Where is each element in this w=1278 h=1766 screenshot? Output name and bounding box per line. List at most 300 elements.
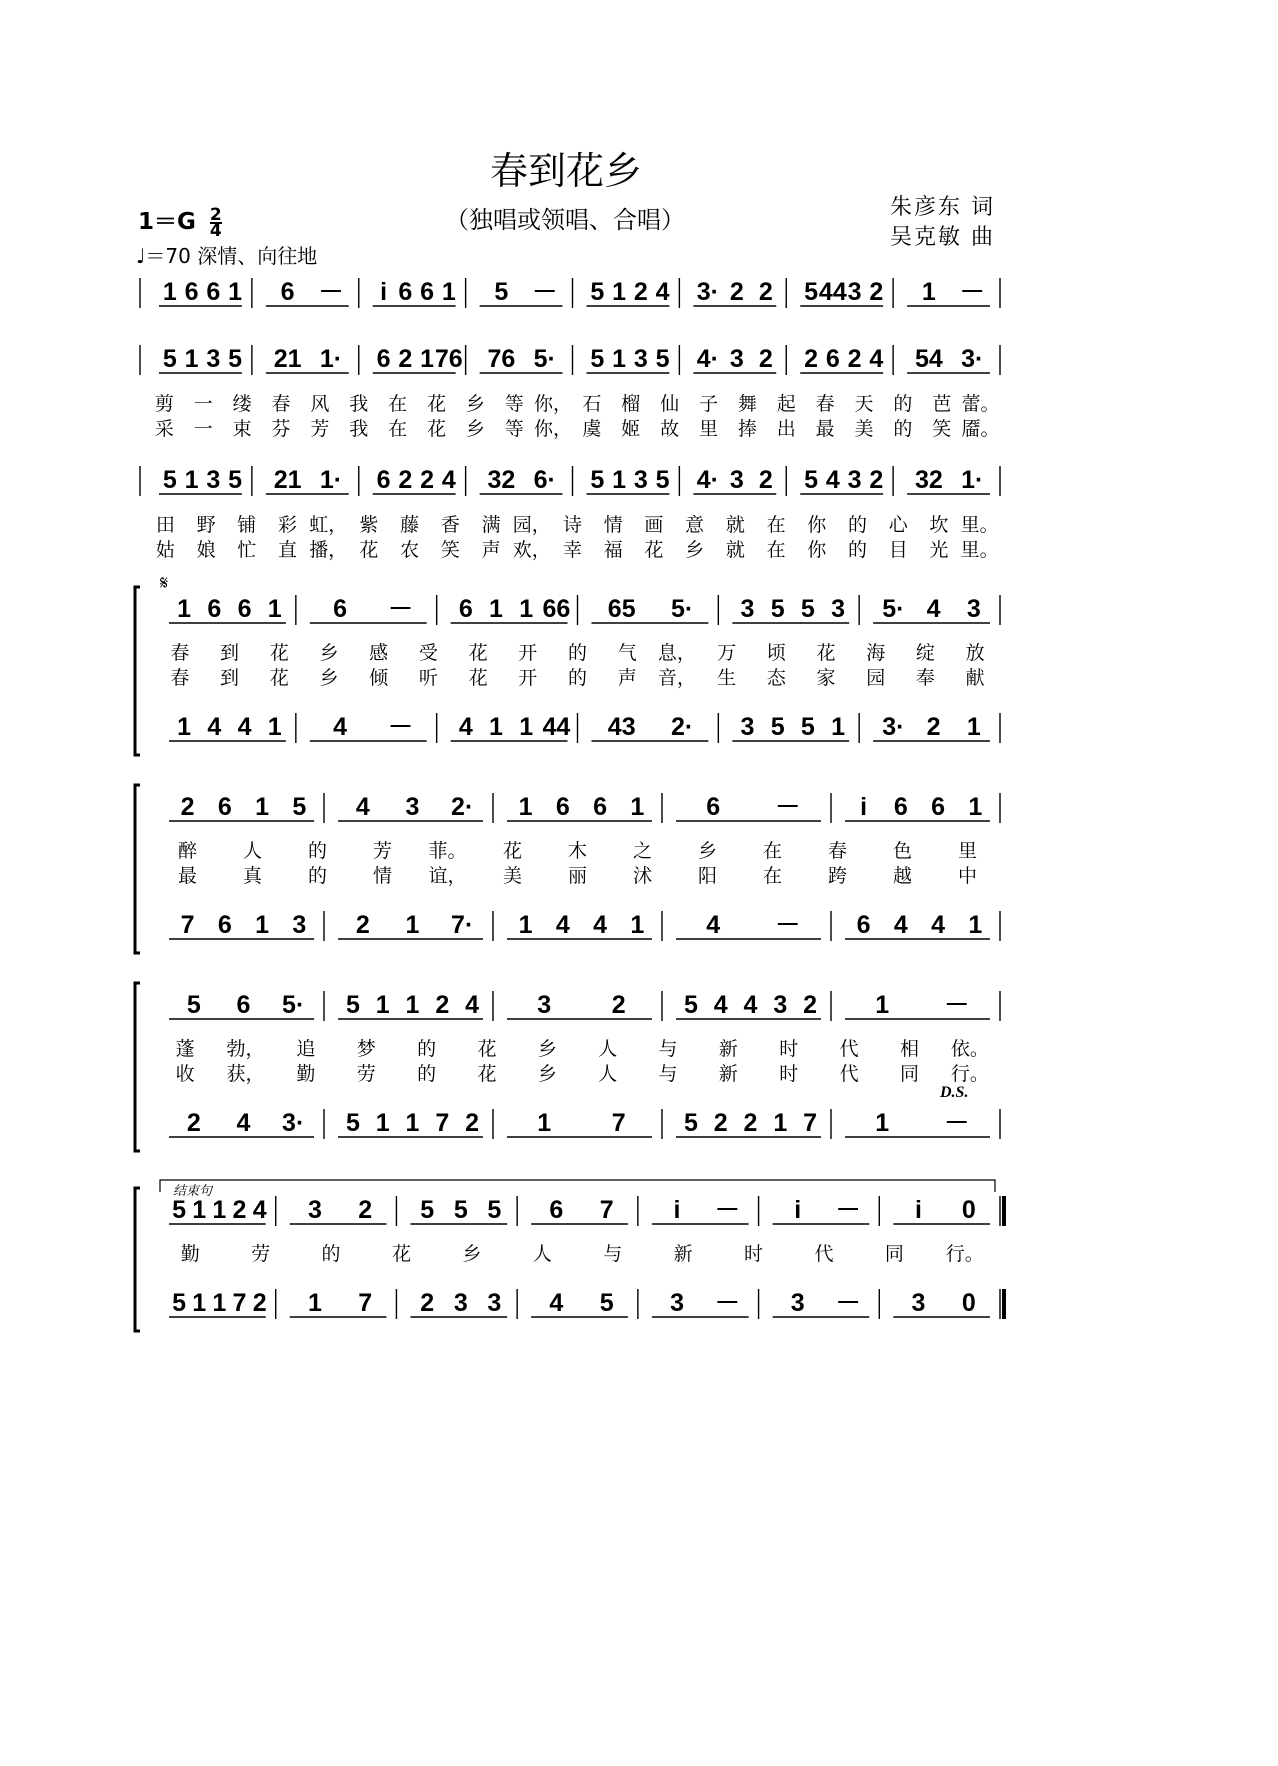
- soprano-note: 2: [232, 1196, 247, 1224]
- alto-note: 43: [607, 713, 636, 741]
- soprano-note: 5: [420, 1196, 435, 1224]
- alto-note: 3: [453, 1289, 468, 1317]
- alto-note: 1: [773, 1109, 788, 1137]
- melody-note: 1: [612, 278, 627, 306]
- soprano-note: 6: [931, 793, 946, 821]
- soprano-note: 6: [458, 595, 473, 623]
- melody-note: 1·: [319, 345, 343, 373]
- lyric-char: 放: [965, 642, 985, 664]
- lyric-char: 音，: [657, 667, 696, 689]
- lyric-char: 的: [567, 667, 588, 689]
- melody-note: i: [380, 278, 388, 306]
- lyric-char: 石: [582, 393, 602, 415]
- lyric-char: 丽: [567, 865, 588, 887]
- lyric-char: 乡: [685, 539, 705, 561]
- lyric-char: 代: [814, 1243, 834, 1265]
- melody-note: 6: [376, 345, 391, 373]
- melody-note: 3: [847, 466, 862, 494]
- soprano-note: 7: [599, 1196, 614, 1224]
- melody-note: 6·: [533, 466, 556, 494]
- soprano-note: 6: [706, 793, 721, 821]
- alto-note: 5: [172, 1289, 187, 1317]
- soprano-note: 2: [358, 1196, 373, 1224]
- lyric-char: 的: [417, 1063, 437, 1085]
- lyric-char: 在: [388, 418, 408, 440]
- soprano-note: 2·: [451, 793, 474, 821]
- lyric-char: 态: [766, 667, 786, 689]
- ending-label: 结束句: [173, 1184, 213, 1199]
- lyric-char: 人: [598, 1063, 618, 1085]
- alto-note: －: [714, 1289, 740, 1317]
- alto-note: 7·: [451, 911, 474, 939]
- soprano-note: 6: [237, 595, 252, 623]
- lyric-char: 我: [349, 418, 369, 440]
- soprano-note: 1: [489, 595, 503, 623]
- alto-note: 5: [345, 1109, 360, 1137]
- soprano-note: 1: [267, 595, 282, 623]
- melody-note: 2: [758, 345, 773, 373]
- time-sig-top: 2: [209, 204, 222, 225]
- melody-note: 1·: [961, 466, 984, 494]
- lyric-char: 花: [477, 1063, 497, 1085]
- melody-note: 6: [206, 278, 221, 306]
- melody-note: 5: [228, 466, 242, 494]
- melody-note: 1: [441, 278, 456, 306]
- melody-note: 1: [612, 345, 627, 373]
- alto-note: 2: [355, 911, 370, 939]
- soprano-note: 3: [307, 1196, 322, 1224]
- melody-note: 6: [398, 278, 413, 306]
- lyric-char: 木: [567, 840, 588, 862]
- lyric-char: 声: [617, 667, 637, 689]
- alto-note: 1: [212, 1289, 227, 1317]
- melody-note: 2: [729, 278, 744, 306]
- soprano-note: 5·: [282, 991, 305, 1019]
- melody-note: 3: [633, 466, 648, 494]
- alto-note: 4: [555, 911, 570, 939]
- alto-note: 5: [800, 713, 815, 741]
- lyric-char: 情: [603, 514, 623, 536]
- melody-note: 2: [398, 345, 413, 373]
- lyric-char: 谊，: [428, 865, 467, 887]
- soprano-note: －: [944, 991, 970, 1019]
- lyric-char: 福: [603, 539, 623, 561]
- alto-note: 1: [307, 1289, 322, 1317]
- lyric-char: 榴: [621, 393, 641, 415]
- soprano-note: 0: [961, 1196, 976, 1224]
- melody-note: 4: [441, 466, 456, 494]
- lyric-char: 直: [277, 539, 298, 561]
- lyric-char: 中: [957, 865, 978, 887]
- lyric-char: 开: [518, 667, 538, 689]
- lyric-char: 光: [929, 539, 949, 561]
- lyric-char: 的: [307, 865, 328, 887]
- lyric-char: 的: [567, 642, 588, 664]
- lyric-char: 农: [400, 539, 420, 561]
- melody-note: 5: [590, 278, 605, 306]
- lyric-char: 满: [481, 514, 501, 536]
- alto-note: 3: [670, 1289, 684, 1317]
- alto-note: 1: [519, 713, 534, 741]
- lyric-char: 乡: [319, 642, 339, 664]
- lyric-char: 在: [762, 865, 783, 887]
- system-bracket: [135, 983, 140, 1151]
- lyric-char: 新: [718, 1038, 738, 1060]
- lyric-char: 里。: [960, 539, 999, 561]
- lyric-char: 一: [193, 418, 213, 440]
- alto-note: 7: [803, 1109, 818, 1137]
- lyric-char: 靥。: [961, 418, 1000, 440]
- alto-note: 7: [180, 911, 195, 939]
- lyric-char: 剪: [154, 393, 174, 415]
- melody-note: 5: [804, 466, 819, 494]
- alto-note: 5: [683, 1109, 698, 1137]
- key-text: 1＝G: [138, 209, 196, 235]
- melody-note: 5: [228, 345, 242, 373]
- lyric-char: 家: [816, 667, 836, 689]
- melody-note: －: [959, 278, 985, 306]
- lyric-char: 春: [815, 393, 835, 415]
- melody-note: 2: [758, 278, 773, 306]
- lyric-char: 乡: [697, 840, 718, 862]
- soprano-note: 3: [773, 991, 788, 1019]
- lyric-char: 乡: [319, 667, 339, 689]
- alto-note: 1: [537, 1109, 552, 1137]
- song-title: 春到花乡: [490, 149, 643, 193]
- lyric-char: 献: [965, 667, 985, 689]
- melody-note: 21: [273, 466, 302, 494]
- alto-note: 1: [405, 911, 420, 939]
- lyric-char: 万: [717, 642, 737, 664]
- lyric-char: 色: [892, 840, 913, 862]
- alto-note: －: [387, 713, 413, 741]
- soprano-note: 2: [435, 991, 450, 1019]
- lyric-char: 捧: [737, 418, 757, 440]
- tempo-marking: ♩＝70 深情、向往地: [136, 244, 318, 268]
- melody-note: 6: [184, 278, 199, 306]
- melody-note: 2: [869, 278, 884, 306]
- lyric-char: 画: [644, 514, 664, 536]
- melody-note: 3: [847, 278, 862, 306]
- lyric-char: 的: [847, 539, 868, 561]
- lyric-char: 追: [296, 1038, 316, 1060]
- melody-note: 2: [847, 345, 862, 373]
- lyric-char: 听: [418, 667, 438, 689]
- melody-note: 2: [398, 466, 413, 494]
- alto-note: 5: [599, 1289, 614, 1317]
- lyric-char: 乡: [462, 1243, 482, 1265]
- alto-note: 2: [743, 1109, 758, 1137]
- lyric-char: 息，: [657, 642, 696, 664]
- soprano-note: 6: [236, 991, 251, 1019]
- melody-note: 44: [818, 278, 847, 306]
- alto-note: 6: [856, 911, 871, 939]
- lyric-char: 你，: [534, 418, 573, 440]
- lyric-char: 奉: [915, 667, 935, 689]
- melody-note: 4·: [696, 345, 719, 373]
- soprano-note: 3: [966, 595, 981, 623]
- lyric-char: 相: [899, 1038, 919, 1060]
- melody-note: 21: [273, 345, 302, 373]
- alto-note: 2: [252, 1289, 267, 1317]
- melody-note: 3: [206, 345, 221, 373]
- system-bracket: [135, 785, 140, 953]
- lyric-char: 子: [699, 393, 719, 415]
- alto-note: 3·: [282, 1109, 305, 1137]
- soprano-note: 5: [487, 1196, 502, 1224]
- lyric-char: 依。: [950, 1038, 989, 1060]
- soprano-note: 5: [453, 1196, 468, 1224]
- alto-note: 4: [931, 911, 946, 939]
- lyric-char: 播，: [309, 539, 348, 561]
- lyric-char: 劳: [251, 1243, 271, 1265]
- alto-note: 4: [333, 713, 347, 741]
- soprano-note: 2: [180, 793, 195, 821]
- lyric-char: 花: [468, 667, 488, 689]
- lyric-char: 欢，: [512, 539, 551, 561]
- lyric-char: 芳: [310, 418, 330, 440]
- alto-note: 7: [232, 1289, 247, 1317]
- lyric-char: 等: [504, 393, 524, 415]
- melody-note: 4·: [696, 466, 719, 494]
- alto-note: 1: [630, 911, 645, 939]
- lyric-char: 花: [359, 539, 379, 561]
- melody-note: 1: [612, 466, 627, 494]
- soprano-note: 3: [537, 991, 552, 1019]
- lyric-char: 的: [417, 1038, 437, 1060]
- lyric-char: 一: [193, 393, 213, 415]
- alto-note: 4: [236, 1109, 251, 1137]
- melody-note: 1: [921, 278, 936, 306]
- alto-note: 1: [192, 1289, 207, 1317]
- melody-note: 4: [869, 345, 884, 373]
- soprano-note: －: [835, 1196, 861, 1224]
- lyric-char: 你: [807, 514, 827, 536]
- lyric-char: 声: [481, 539, 501, 561]
- lyric-char: 醉: [177, 840, 198, 862]
- soprano-note: 4: [465, 991, 480, 1019]
- soprano-note: 6: [207, 595, 222, 623]
- lyric-char: 笑: [932, 418, 952, 440]
- lyric-char: 越: [892, 865, 913, 887]
- lyric-char: 花: [468, 642, 488, 664]
- lyric-char: 与: [658, 1038, 678, 1060]
- lyric-char: 就: [725, 514, 745, 536]
- lyric-char: 菲。: [428, 840, 467, 862]
- lyric-char: 获，: [226, 1063, 265, 1085]
- alto-note: 1: [375, 1109, 390, 1137]
- lyric-char: 芭: [932, 393, 952, 415]
- lyric-char: 在: [762, 840, 783, 862]
- alto-note: 2: [186, 1109, 201, 1137]
- lyric-char: 藤: [400, 514, 420, 536]
- soprano-note: －: [714, 1196, 740, 1224]
- melody-note: 1: [184, 345, 199, 373]
- soprano-note: 1: [518, 793, 533, 821]
- lyric-char: 香: [440, 514, 460, 536]
- lyric-char: 人: [598, 1038, 618, 1060]
- soprano-note: －: [775, 793, 801, 821]
- melody-note: 6: [376, 466, 391, 494]
- lyric-char: 束: [232, 418, 252, 440]
- melody-note: 1: [420, 345, 434, 373]
- melody-note: 5: [590, 466, 605, 494]
- soprano-note: 5: [800, 595, 815, 623]
- alto-note: 2: [420, 1289, 435, 1317]
- melody-note: 2: [633, 278, 648, 306]
- system-bracket: [135, 587, 140, 755]
- lyric-char: 最: [815, 418, 835, 440]
- lyric-char: 春: [170, 667, 190, 689]
- soprano-note: 3: [740, 595, 755, 623]
- lyric-char: 梦: [356, 1038, 376, 1060]
- lyric-char: 天: [854, 393, 874, 415]
- lyric-char: 起: [776, 393, 796, 415]
- melody-note: 5: [590, 345, 605, 373]
- lyric-char: 花: [426, 393, 446, 415]
- time-sig-bottom: 4: [209, 220, 222, 241]
- alto-note: 2: [465, 1109, 480, 1137]
- lyric-char: 你: [807, 539, 827, 561]
- alto-note: 2: [926, 713, 941, 741]
- soprano-note: 5: [172, 1196, 187, 1224]
- lyric-char: 花: [477, 1038, 497, 1060]
- lyric-char: 里。: [960, 514, 999, 536]
- soprano-note: 6: [893, 793, 908, 821]
- lyric-char: 花: [426, 418, 446, 440]
- lyric-char: 开: [518, 642, 538, 664]
- lyric-char: 缕: [232, 393, 252, 415]
- alto-note: －: [775, 911, 801, 939]
- soprano-note: 1: [255, 793, 270, 821]
- lyric-char: 乡: [465, 418, 485, 440]
- soprano-note: i: [794, 1196, 802, 1224]
- lyric-char: 风: [310, 393, 330, 415]
- lyric-char: 美: [854, 418, 874, 440]
- lyric-char: 美: [502, 865, 523, 887]
- melody-note: 3: [206, 466, 221, 494]
- lyric-char: 紫: [359, 514, 379, 536]
- lyric-char: 里: [957, 840, 978, 862]
- alto-note: 1: [518, 911, 533, 939]
- soprano-note: 1: [875, 991, 890, 1019]
- lyric-char: 乡: [537, 1038, 557, 1060]
- alto-note: 3·: [882, 713, 905, 741]
- lyric-char: 沭: [632, 865, 653, 887]
- lyric-char: 勤: [180, 1243, 200, 1265]
- lyric-char: 在: [766, 539, 786, 561]
- alto-note: 44: [542, 713, 571, 741]
- lyric-char: 笑: [440, 539, 460, 561]
- soprano-note: 1: [968, 793, 983, 821]
- lyric-char: 里: [699, 418, 719, 440]
- alto-note: 2: [713, 1109, 728, 1137]
- lyric-char: 春: [271, 393, 291, 415]
- melody-note: 6: [280, 278, 295, 306]
- lyric-char: 劳: [356, 1063, 376, 1085]
- soprano-note: 1: [405, 991, 420, 1019]
- lyric-char: 春: [170, 642, 190, 664]
- lyric-char: 姬: [621, 418, 641, 440]
- alto-note: 4: [706, 911, 721, 939]
- melody-note: 32: [914, 466, 943, 494]
- lyric-char: 娘: [196, 539, 216, 561]
- alto-note: 7: [358, 1289, 373, 1317]
- melody-note: 3: [633, 345, 648, 373]
- lyric-char: 野: [196, 514, 216, 536]
- lyric-char: 仙: [660, 393, 680, 415]
- melody-note: 6: [825, 345, 840, 373]
- lyric-char: 时: [744, 1243, 764, 1265]
- lyric-char: 等: [504, 418, 524, 440]
- melody-note: 1: [184, 466, 199, 494]
- lyric-char: 花: [269, 642, 289, 664]
- soprano-note: 1: [519, 595, 534, 623]
- lyric-char: 同: [884, 1243, 904, 1265]
- soprano-note: 4: [926, 595, 941, 623]
- melody-note: 5: [804, 278, 819, 306]
- alto-note: 2·: [671, 713, 694, 741]
- soprano-note: 5·: [671, 595, 694, 623]
- lyric-char: 最: [177, 865, 198, 887]
- melody-note: 3: [729, 466, 744, 494]
- soprano-note: 1: [177, 595, 192, 623]
- soprano-note: 2: [611, 991, 626, 1019]
- lyric-char: 倾: [369, 667, 389, 689]
- lyric-char: 的: [321, 1243, 341, 1265]
- melody-note: 2: [758, 466, 773, 494]
- lyric-char: 蓬: [175, 1038, 195, 1060]
- melody-note: 5: [655, 345, 670, 373]
- lyric-char: 顷: [766, 642, 786, 664]
- soprano-note: i: [914, 1196, 922, 1224]
- melody-note: 5: [162, 466, 177, 494]
- soprano-note: 5: [770, 595, 785, 623]
- melody-note: 5: [655, 466, 670, 494]
- melody-note: 5: [494, 278, 509, 306]
- soprano-note: 6: [555, 793, 570, 821]
- lyric-char: 新: [673, 1243, 693, 1265]
- lyric-char: 代: [839, 1063, 859, 1085]
- lyric-char: 到: [220, 667, 240, 689]
- melody-note: 2: [869, 466, 884, 494]
- melody-note: －: [532, 278, 558, 306]
- lyric-char: 与: [658, 1063, 678, 1085]
- lyric-char: 时: [779, 1063, 799, 1085]
- lyric-char: 真: [242, 865, 263, 887]
- soprano-note: 5: [292, 793, 307, 821]
- composer-credit: 吴克敏 曲: [890, 225, 995, 250]
- lyric-char: 人: [532, 1243, 552, 1265]
- alto-note: －: [835, 1289, 861, 1317]
- alto-note: 1: [875, 1109, 890, 1137]
- lyric-char: 彩: [277, 514, 298, 536]
- lyric-char: 行。: [950, 1063, 989, 1085]
- alto-note: 7: [611, 1109, 626, 1137]
- melody-note: 32: [487, 466, 516, 494]
- lyric-char: 阳: [697, 865, 718, 887]
- melody-note: 5·: [533, 345, 556, 373]
- lyric-char: 的: [847, 514, 868, 536]
- soprano-note: 5·: [882, 595, 905, 623]
- lyric-char: 的: [893, 418, 913, 440]
- lyric-char: 出: [776, 418, 796, 440]
- soprano-note: 3: [405, 793, 420, 821]
- ending-bracket: [160, 1180, 995, 1192]
- lyric-char: 同: [899, 1063, 919, 1085]
- lyric-char: 忙: [237, 539, 257, 561]
- soprano-note: 5: [683, 991, 698, 1019]
